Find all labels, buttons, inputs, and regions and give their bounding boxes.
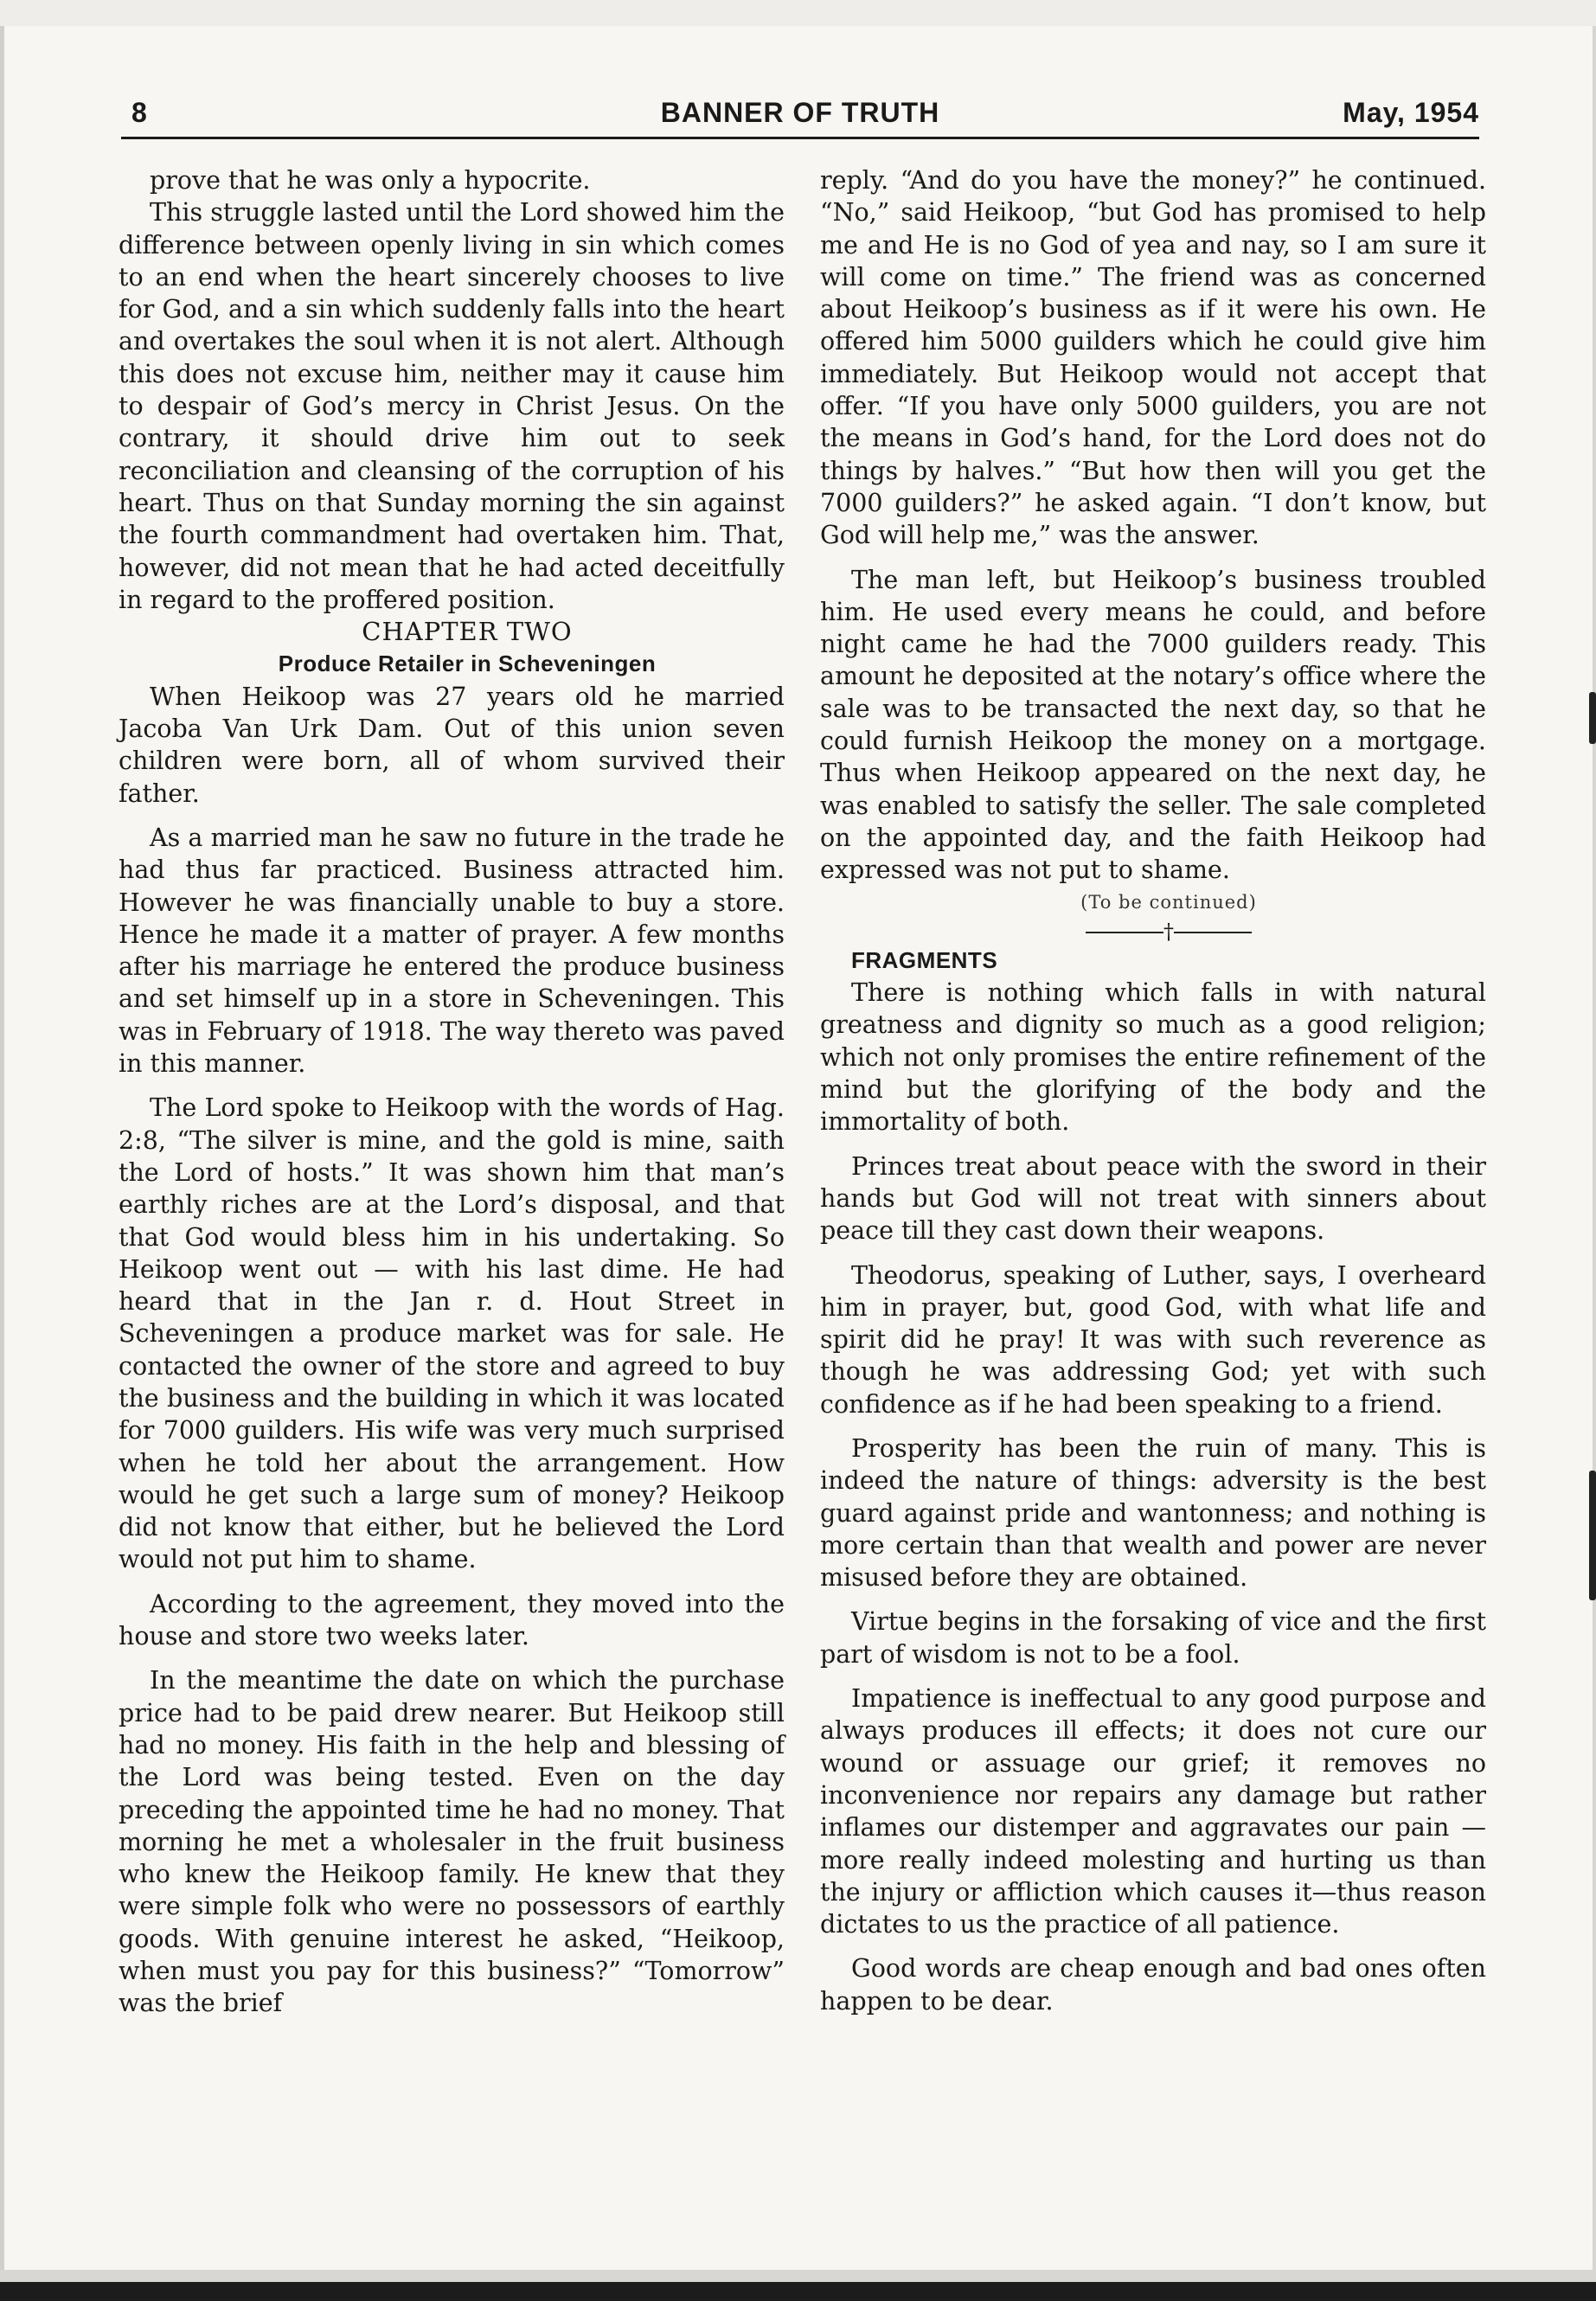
fragment: Impatience is ineffectual to any good purpose and always produces ill effects; it does not cure our wound or assuage our grief; it removes no inconvenience nor repairs any damage but rather inflames our distemper and aggravates our pain —more really indeed molesting and hurting us than the injury or affliction which causes it—thus reason dictates to us the practice of all patience. <box>820 1684 1486 1939</box>
scan-right-edge <box>1593 26 1596 2275</box>
scan-bottom-border <box>0 2282 1596 2301</box>
paragraph: As a married man he saw no future in the trade he had thus far practiced. Business attracted him. However he was financially unable to buy a store. Hence he made it a matter of prayer. A few months after his marriage he entered the produce business and set himself up in a store in Scheveningen. This was in February of 1918. The way thereto was paved in this manner. <box>119 823 785 1079</box>
left-column <box>119 164 785 2020</box>
scan-mark <box>1589 692 1596 744</box>
divider-line <box>1086 932 1163 933</box>
header-rule <box>121 137 1479 139</box>
right-column <box>820 164 1486 2017</box>
scan-bottom-edge <box>0 2270 1596 2282</box>
paragraph: When Heikoop was 27 years old he married Jacoba Van Urk Dam. Out of this union seven children were born, all of whom survived their father. <box>119 682 785 808</box>
chapter-heading: CHAPTER TWO <box>362 617 573 647</box>
section-subheading: Produce Retailer in Scheveningen <box>278 651 657 677</box>
issue-date: May, 1954 <box>1343 97 1479 128</box>
fragment: Princes treat about peace with the sword in their hands but God will not treat with sinners about peace till they cast down their weapons. <box>820 1151 1486 1246</box>
scan-mark <box>1589 1471 1596 1600</box>
paragraph: According to the agreement, they moved into the house and store two weeks later. <box>119 1589 785 1651</box>
publication-title: BANNER OF TRUTH <box>660 97 940 128</box>
fragment: Prosperity has been the ruin of many. This is indeed the nature of things: adversity is the best guard against pride and wantonness; and nothing is more certain than that wealth and power are never misused before they are obtained. <box>820 1433 1486 1593</box>
section-divider <box>820 919 1486 945</box>
fragment: Theodorus, speaking of Luther, says, I overheard him in prayer, but, good God, with what life and spirit did he pray! It was with such reverence as though he was addressing God; yet with such confidence as if he had been speaking to a friend. <box>820 1260 1486 1419</box>
running-header <box>121 97 1479 137</box>
paragraph: The man left, but Heikoop’s business troubled him. He used every means he could, and before night came he had the 7000 guilders ready. This amount he deposited at the notary’s office where the sale was to be transacted the next day, so that he could furnish Heikoop the money on a mortgage. Thus when Heikoop appeared on the next day, he was enabled to satisfy the seller. The sale completed on the appointed day, and the faith Heikoop had expressed was not put to shame. <box>820 565 1486 885</box>
page-number: 8 <box>131 97 148 128</box>
fragment: Good words are cheap enough and bad ones often happen to be dear. <box>820 1954 1486 2016</box>
paragraph: The Lord spoke to Heikoop with the words of Hag. 2:8, “The silver is mine, and the gold is mine, saith the Lord of hosts.” It was shown him that man’s earthly riches are at the Lord’s disposal, and that that God would bless him in his undertaking. So Heikoop went out — with his last dime. He had heard that in the Jan r. d. Hout Street in Scheveningen a produce market was for sale. He contacted the owner of the store and agreed to buy the business and the building in which it was located for 7000 guilders. His wife was very much surprised when he told her about the arrangement. How would he get such a large sum of money? Heikoop did not know that either, but he believed the Lord would not put him to shame. <box>119 1093 785 1574</box>
scan-left-edge <box>0 26 4 2275</box>
dagger-icon: † <box>1163 919 1174 944</box>
scan-top-edge <box>0 0 1596 26</box>
paragraph: This struggle lasted until the Lord showed him the difference between openly living in sin which comes to an end when the heart sincerely chooses to live for God, and a sin which suddenly falls into the heart and overtakes the soul when it is not alert. Although this does not excuse him, neither may it cause him to despair of God’s mercy in Christ Jesus. On the contrary, it should drive him out to seek reconciliation and cleansing of the corruption of his heart. Thus on that Sunday morning the sin against the fourth commandment had overtaken him. That, however, did not mean that he had acted deceitfully in regard to the proffered position. <box>119 198 785 614</box>
paragraph: prove that he was only a hypocrite. <box>150 166 591 195</box>
divider-line <box>1174 932 1252 933</box>
fragments-heading: FRAGMENTS <box>851 946 998 973</box>
paragraph: In the meantime the date on which the purchase price had to be paid drew nearer. But Heikoop still had no money. His faith in the help and blessing of the Lord was being tested. Even on the day preceding the appointed time he had no money. That morning he met a wholesaler in the fruit business who knew the Heikoop family. He knew that they were simple folk who were no possessors of earthly goods. With genuine interest he asked, “Heikoop, when must you pay for this business?” “Tomorrow” was the brief <box>119 1666 785 2018</box>
to-be-continued: (To be continued) <box>1080 891 1257 913</box>
paragraph: reply. “And do you have the money?” he continued. “No,” said Heikoop, “but God has promised to help me and He is no God of yea and nay, so I am sure it will come on time.” The friend was as concerned about Heikoop’s business as if it were his own. He offered him 5000 guilders which he could give him immediately. But Heikoop would not accept that offer. “If you have only 5000 guilders, you are not the means in God’s hand, for the Lord does not do things by halves.” “But how then will you get the 7000 guilders?” he asked again. “I don’t know, but God will help me,” was the answer. <box>820 166 1486 550</box>
fragment: There is nothing which falls in with natural greatness and dignity so much as a good religion; which not only promises the entire refinement of the mind but the glorifying of the body and the immortality of both. <box>820 978 1486 1137</box>
fragment: Virtue begins in the forsaking of vice and the first part of wisdom is not to be a fool. <box>820 1607 1486 1669</box>
